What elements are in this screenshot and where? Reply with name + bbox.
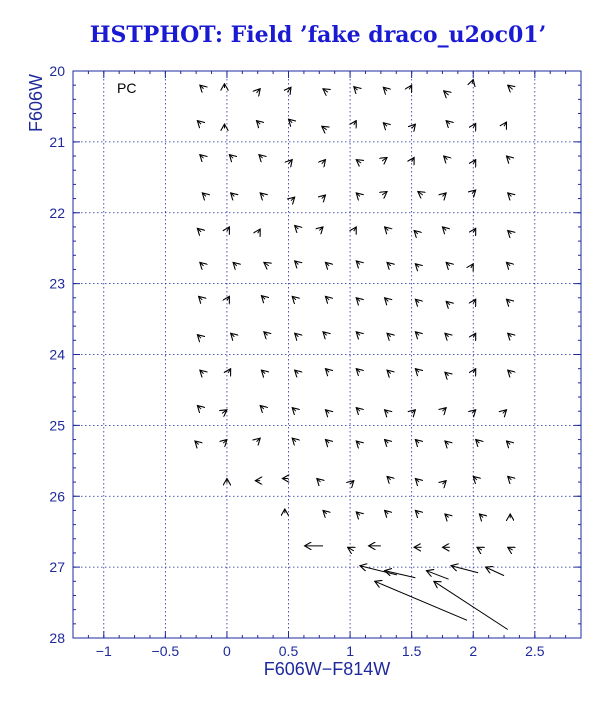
x-tick-labels (96, 643, 545, 659)
vector-arrow (295, 261, 299, 265)
vector-arrow (414, 230, 418, 234)
vector-arrow (387, 476, 391, 480)
vector-arrow (442, 227, 446, 231)
vector-arrow (375, 581, 467, 620)
vector-arrow (348, 547, 354, 551)
vector-arrow (385, 440, 389, 444)
y-tick-label: 20 (49, 63, 65, 79)
x-tick-label: −0.5 (151, 643, 180, 659)
y-tick-labels (49, 63, 65, 646)
vector-arrow (387, 370, 391, 374)
vector-arrow (442, 193, 446, 197)
vector-arrow (506, 299, 510, 303)
vector-arrow (199, 296, 203, 300)
vector-arrow (445, 514, 449, 518)
vector-arrow (442, 481, 446, 485)
vector-arrow (356, 512, 360, 516)
vector-arrow (385, 410, 389, 414)
vector-arrow (356, 332, 360, 336)
vector-arrow (295, 370, 299, 374)
vector-arrow (382, 191, 387, 195)
vector-arrow (323, 332, 327, 336)
y-tick-label: 25 (49, 417, 65, 434)
vector-arrow (287, 87, 291, 92)
vector-arrow (472, 190, 476, 194)
y-tick-label: 28 (49, 630, 65, 646)
y-axis-label: F606W (26, 73, 46, 133)
vector-arrow (418, 191, 423, 195)
vector-arrow (292, 438, 296, 442)
vector-arrow (504, 122, 506, 126)
vector-arrow (473, 369, 475, 373)
vector-arrow (508, 370, 512, 374)
x-tick-label: 0.5 (278, 643, 299, 659)
vector-arrow (200, 85, 204, 89)
vector-arrow (228, 369, 230, 373)
vector-arrow (256, 438, 260, 442)
vector-arrow (445, 372, 449, 376)
vector-arrow (382, 157, 387, 161)
vector-arrow (258, 229, 260, 233)
vector-arrow (260, 193, 264, 197)
x-tick-label: −1 (95, 643, 112, 659)
vector-arrow (444, 156, 448, 160)
panel-label: PC (117, 80, 137, 96)
vector-arrow (202, 193, 206, 197)
vector-arrow (223, 440, 227, 444)
vector-arrow (356, 408, 360, 412)
vector-arrow (508, 193, 512, 197)
vector-arrow (506, 262, 510, 266)
vector-arrow (197, 406, 201, 410)
vector-arrow (383, 87, 387, 91)
vector-arrow (446, 301, 450, 305)
vector-arrow (295, 226, 299, 230)
vector-arrow (508, 547, 513, 550)
vector-arrow (473, 228, 475, 232)
y-tick-label: 21 (49, 133, 65, 150)
vector-arrow (291, 197, 295, 201)
vector-arrow (415, 369, 419, 373)
vector-arrow (472, 410, 476, 414)
vector-arrow (292, 296, 296, 300)
vector-arrow (319, 227, 323, 231)
vector-arrow (446, 121, 450, 125)
vector-arrow (197, 121, 201, 125)
vector-arrow (445, 441, 449, 445)
vector-arrow (197, 335, 201, 339)
vector-arrow (261, 296, 265, 300)
vector-arrow (261, 370, 265, 374)
vector-arrow (289, 160, 293, 164)
vector-arrow (322, 195, 326, 199)
vector-arrow (412, 124, 416, 128)
vector-arrow (350, 481, 354, 485)
vector-arrow (325, 410, 329, 414)
vector-arrow (356, 441, 360, 445)
vector-arrow (412, 410, 416, 414)
vector-arrow (356, 298, 360, 302)
vector-arrow (383, 123, 387, 127)
vector-arrow (508, 85, 513, 89)
y-tick-label: 22 (49, 204, 65, 221)
vector-arrow (508, 476, 512, 480)
vector-arrow (385, 298, 389, 302)
vector-arrow (256, 121, 260, 125)
vector-arrow (322, 126, 327, 130)
x-tick-label: 2.5 (525, 643, 545, 659)
vector-arrow (200, 155, 204, 159)
vector-arrow (354, 121, 356, 125)
grid-lines (73, 71, 581, 638)
vector-arrow (445, 333, 449, 337)
vector-arrow (264, 262, 269, 266)
vector-arrow (229, 155, 233, 159)
vector-arrow (415, 510, 419, 514)
vector-arrow (231, 193, 235, 197)
vector-arrow (325, 440, 329, 444)
vector-arrow (385, 571, 416, 578)
vector-arrow (506, 156, 510, 160)
vector-arrow (426, 571, 448, 580)
chart-title: HSTPHOT: Field ’fake draco_u2oc01’ (89, 22, 547, 48)
vector-arrow (259, 155, 263, 159)
y-tick-label: 27 (49, 559, 65, 576)
vector-arrow (325, 262, 329, 266)
vector-arrow (195, 441, 199, 445)
vector-arrow (473, 476, 477, 480)
vector-arrow (264, 332, 268, 336)
vector-arrow (354, 87, 358, 91)
vector-arrow (227, 296, 229, 300)
vector-arrow (434, 581, 508, 629)
vector-arrow (476, 440, 480, 444)
vector-arrow (325, 369, 329, 373)
vector-arrow (323, 510, 327, 514)
vector-arrow (477, 547, 482, 550)
vector-arrow (200, 370, 204, 374)
vector-arrow (354, 227, 356, 231)
vector-arrow (325, 296, 329, 300)
vector-arrow (385, 510, 389, 514)
vector-arrow (444, 91, 449, 95)
vector-arrow (233, 262, 237, 266)
vector-arrow (415, 264, 419, 268)
x-tick-label: 0 (223, 643, 231, 659)
y-tick-label: 23 (49, 275, 65, 292)
vector-arrow (260, 406, 264, 410)
vector-arrow (479, 514, 483, 518)
vector-arrow (222, 410, 227, 414)
vector-arrow (415, 479, 419, 483)
vector-arrow (295, 333, 299, 337)
vector-arrow (322, 160, 326, 164)
vector-arrow (356, 193, 360, 197)
vector-arrow (503, 410, 507, 414)
vector-arrow (486, 567, 504, 576)
vector-arrow (289, 119, 293, 123)
x-tick-label: 1 (346, 643, 354, 659)
vector-arrow (387, 262, 391, 266)
vector-arrow (231, 333, 235, 337)
x-tick-label: 2 (469, 643, 478, 659)
y-tick-label: 24 (49, 346, 65, 363)
vector-arrow (323, 89, 328, 93)
vector-arrow (292, 408, 296, 412)
vector-arrow (506, 441, 510, 445)
x-axis-label: F606W−F814W (263, 659, 391, 679)
vector-arrow (200, 262, 204, 266)
vector-arrow (256, 89, 260, 93)
vector-arrow (508, 333, 512, 337)
vector-arrow (356, 261, 360, 265)
vector-arrow (385, 227, 389, 231)
vector-arrow (317, 479, 321, 483)
vector-arrow (356, 160, 361, 164)
vector-arrow (442, 408, 446, 412)
vector-arrow (197, 228, 201, 232)
vector-arrow (415, 332, 419, 336)
vector-arrow (356, 369, 360, 373)
vector-arrow (508, 230, 512, 234)
vector-arrow (446, 262, 450, 266)
y-tick-label: 26 (49, 488, 65, 505)
x-tick-label: 1.5 (401, 643, 422, 659)
vector-arrow (387, 333, 391, 337)
vector-arrow (415, 440, 419, 444)
vector-arrow (415, 299, 419, 303)
